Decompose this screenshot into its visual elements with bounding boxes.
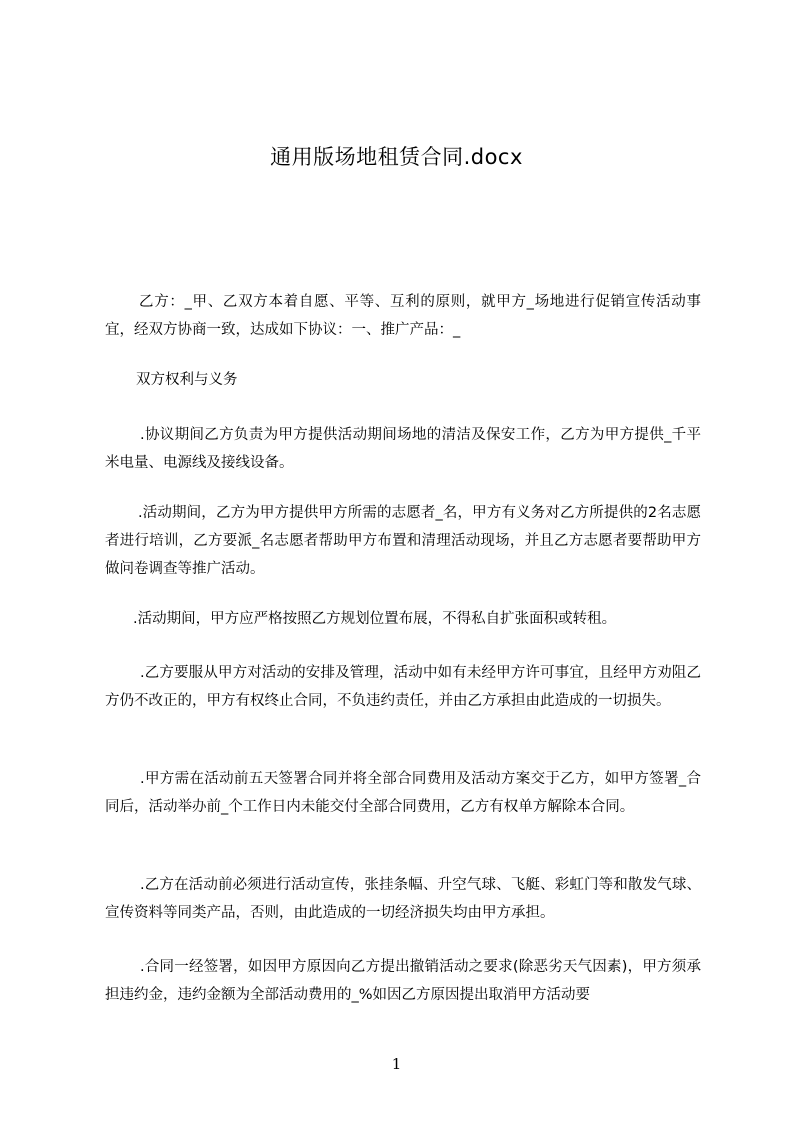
- clause-paragraph: .乙方在活动前必须进行活动宣传，张挂条幅、升空气球、飞艇、彩虹门等和散发气球、宣传资料等同类产品，否则，由此造成的一切经济损失均由甲方承担。: [105, 877, 701, 921]
- section-heading-rights-obligations: 双方权利与义务: [136, 372, 238, 388]
- clause-paragraph: .甲方需在活动前五天签署合同并将全部合同费用及活动方案交于乙方，如甲方签署_合同后，活动举办前_个工作日内未能交付全部合同费用，乙方有权单方解除本合同。: [105, 771, 701, 815]
- clause-paragraph: .活动期间，甲方应严格按照乙方规划位置布展，不得私自扩张面积或转租。: [133, 611, 617, 627]
- page-number: 1: [391, 1055, 402, 1073]
- clause-paragraph: .乙方要服从甲方对活动的安排及管理，活动中如有未经甲方许可事宜，且经甲方劝阻乙方仍不改正的，甲方有权终止合同，不负违约责任，并由乙方承担由此造成的一切损失。: [105, 665, 701, 709]
- paragraph-intro: 乙方：_甲、乙双方本着自愿、平等、互利的原则，就甲方_场地进行促销宣传活动事宜，经双方协商一致，达成如下协议：一、推广产品：_: [105, 294, 701, 338]
- document-title: 通用版场地租赁合同.docx: [270, 145, 523, 169]
- clause-paragraph: .活动期间，乙方为甲方提供甲方所需的志愿者_名，甲方有义务对乙方所提供的2名志愿者进行培训，乙方要派_名志愿者帮助甲方布置和清理活动现场，并且乙方志愿者要帮助甲方做问卷调查等推广活动。: [105, 505, 701, 577]
- clause-paragraph: .合同一经签署，如因甲方原因向乙方提出撤销活动之要求(除恶劣天气因素)，甲方须承担违约金，违约金额为全部活动费用的_%如因乙方原因提出取消甲方活动要: [105, 959, 701, 1003]
- clause-paragraph: .协议期间乙方负责为甲方提供活动期间场地的清洁及保安工作，乙方为甲方提供_千平米电量、电源线及接线设备。: [105, 427, 701, 471]
